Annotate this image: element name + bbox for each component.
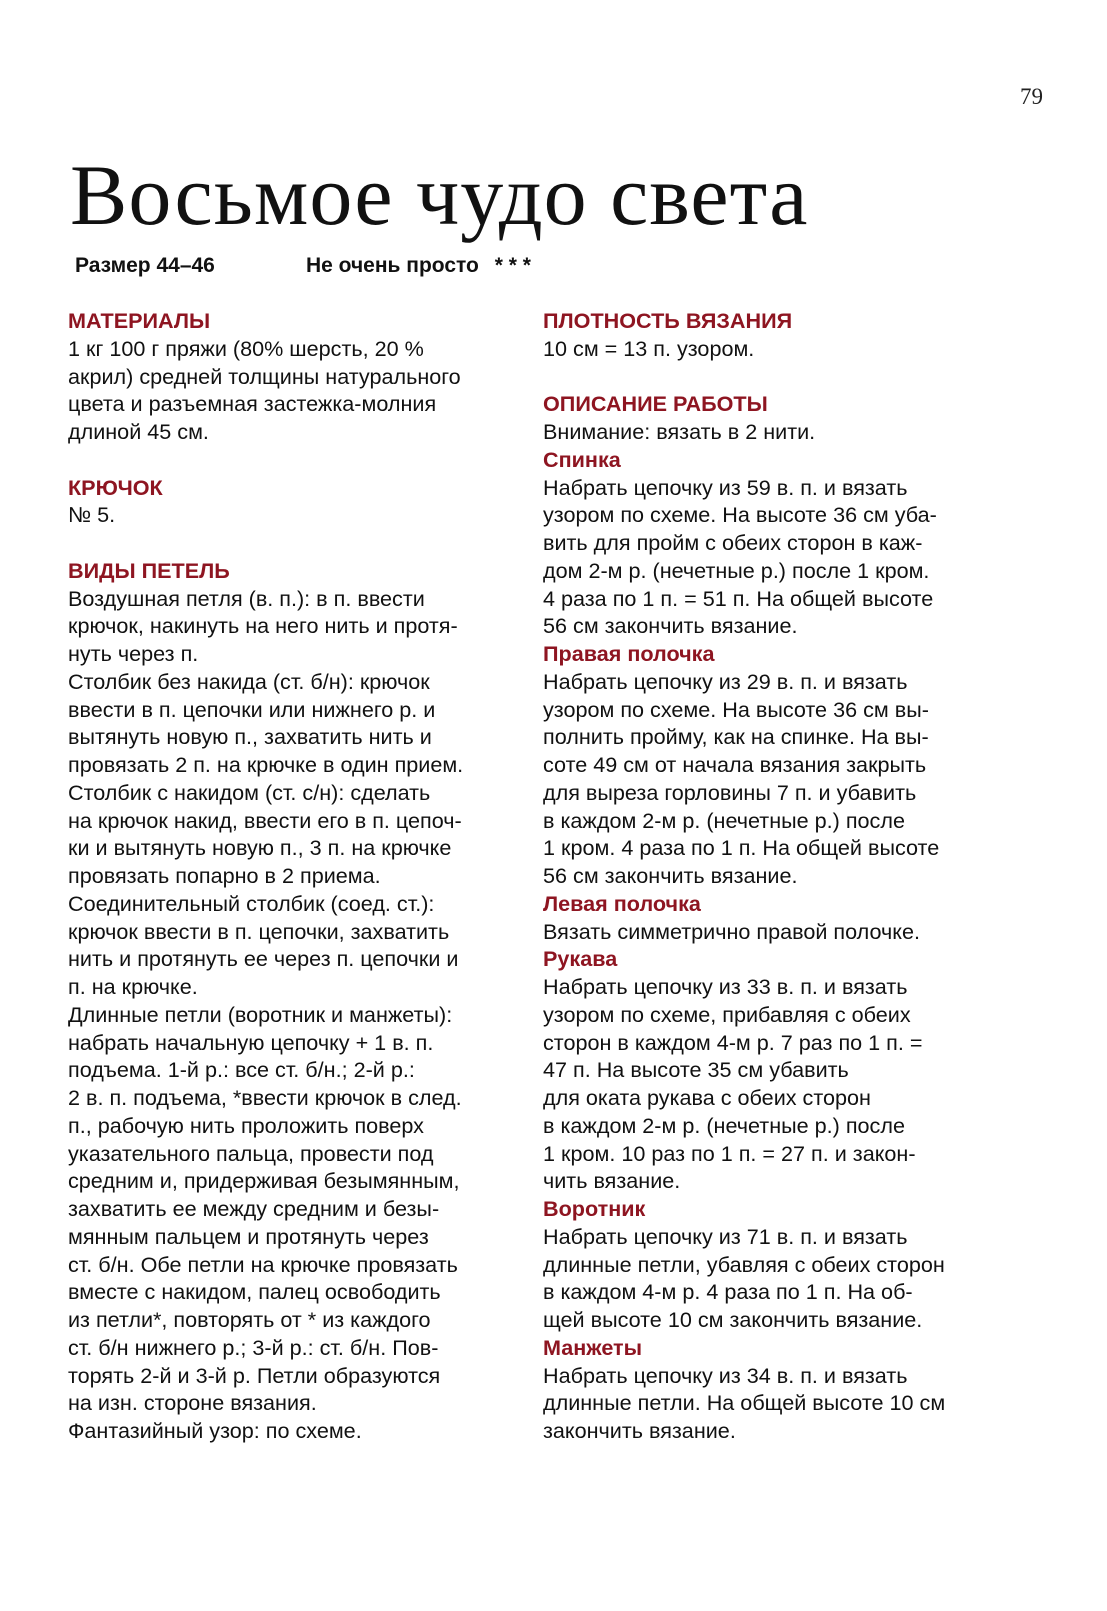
difficulty xyxy=(306,252,531,280)
spacer xyxy=(68,446,463,474)
text-line: Набрать цепочку из 59 в. п. и вязать xyxy=(543,474,908,500)
text-line: акрил) средней толщины натурального xyxy=(68,363,461,389)
text-line: Набрать цепочку из 33 в. п. и вязать xyxy=(543,974,908,999)
left-column xyxy=(68,307,463,1445)
text-line: сторон в каждом 4-м р. 7 раз по 1 п. = xyxy=(543,1029,923,1055)
text-line: на изн. стороне вязания. xyxy=(68,1390,317,1416)
text-line: Столбик с накидом (ст. с/н): сделать xyxy=(68,779,431,805)
text-line: набрать начальную цепочку + 1 в. п. xyxy=(68,1029,434,1055)
text-line: 56 см закончить вязание. xyxy=(543,863,798,888)
text-line: нить и протянуть ее через п. цепочки и xyxy=(68,946,459,972)
text-line: щей высоте 10 см закончить вязание. xyxy=(543,1307,923,1332)
section-heading: Правая полочка xyxy=(543,641,715,666)
section-heading: КРЮЧОК xyxy=(68,474,163,500)
difficulty-label: Не очень просто xyxy=(306,254,479,277)
text-line: 4 раза по 1 п. = 51 п. На общей высоте xyxy=(543,585,934,611)
text-line: в каждом 4-м р. 4 раза по 1 п. На об- xyxy=(543,1279,913,1305)
text-line: цвета и разъемная застежка-молния xyxy=(68,391,437,417)
text-line: в каждом 2-м р. (нечетные р.) после xyxy=(543,1112,905,1138)
text-line: для оката рукава с обеих сторон xyxy=(543,1085,871,1110)
text-line: 1 кром. 10 раз по 1 п. = 27 п. и закон- xyxy=(543,1140,916,1166)
text-line: Соединительный столбик (соед. ст.): xyxy=(68,890,435,916)
text-line: Набрать цепочку из 29 в. п. и вязать xyxy=(543,668,908,694)
text-line: № 5. xyxy=(68,502,116,528)
section-heading: Воротник xyxy=(543,1196,646,1221)
section-heading: Манжеты xyxy=(543,1334,643,1360)
text-line: соте 49 см от начала вязания закрыть xyxy=(543,752,927,777)
text-line: торять 2-й и 3-й р. Петли образуются xyxy=(68,1362,441,1388)
text-line: для выреза горловины 7 п. и убавить xyxy=(543,779,917,805)
text-line: узором по схеме, прибавляя с обеих xyxy=(543,1001,911,1027)
text-line: длинные петли, убавляя с обеих сторон xyxy=(543,1251,945,1277)
text-line: узором по схеме. На высоте 36 см вы- xyxy=(543,696,929,722)
section-heading: МАТЕРИАЛЫ xyxy=(68,308,211,333)
text-line: 10 см = 13 п. узором. xyxy=(543,335,755,361)
text-line: Длинные петли (воротник и манжеты): xyxy=(68,1001,453,1027)
text-line: в каждом 2-м р. (нечетные р.) после xyxy=(543,807,905,833)
text-line: узором по схеме. На высоте 36 см уба- xyxy=(543,502,937,528)
text-line: Столбик без накида (ст. б/н): крючок xyxy=(68,668,430,694)
text-line: 1 кром. 4 раза по 1 п. На общей высоте xyxy=(543,835,940,861)
text-line: вить для пройм с обеих сторон в каж- xyxy=(543,530,923,555)
section-heading: Спинка xyxy=(543,446,621,472)
text-line: вытянуть новую п., захватить нить и xyxy=(68,724,432,750)
text-line: ввести в п. цепочки или нижнего р. и xyxy=(68,696,436,722)
text-line: п. на крючке. xyxy=(68,974,198,999)
text-line: ст. б/н нижнего р.; 3-й р.: ст. б/н. Пов- xyxy=(68,1334,439,1360)
text-line: нуть через п. xyxy=(68,641,199,666)
spacer xyxy=(543,363,945,391)
page-number: 79 xyxy=(1020,84,1043,109)
size-label: Размер 44–46 xyxy=(75,254,215,277)
section-heading: ОПИСАНИЕ РАБОТЫ xyxy=(543,391,768,417)
text-line: провязать 2 п. на крючке в один прием. xyxy=(68,752,464,777)
section-heading: ВИДЫ ПЕТЕЛЬ xyxy=(68,557,230,583)
text-line: 2 в. п. подъема, *ввести крючок в след. xyxy=(68,1085,462,1110)
text-line: ст. б/н. Обе петли на крючке провязать xyxy=(68,1251,458,1277)
text-line: полнить пройму, как на спинке. На вы- xyxy=(543,724,929,750)
text-line: длинные петли. На общей высоте 10 см xyxy=(543,1390,946,1416)
text-line: чить вязание. xyxy=(543,1168,681,1194)
spacer xyxy=(68,529,463,557)
difficulty-stars: * * * xyxy=(494,254,531,277)
text-line: захватить ее между средним и безы- xyxy=(68,1196,440,1221)
text-line: из петли*, повторять от * из каждого xyxy=(68,1307,431,1332)
text-line: Воздушная петля (в. п.): в п. ввести xyxy=(68,585,425,611)
text-line: Внимание: вязать в 2 нити. xyxy=(543,419,816,444)
text-line: средним и, придерживая безымянным, xyxy=(68,1168,460,1194)
text-line: Набрать цепочку из 71 в. п. и вязать xyxy=(543,1223,908,1249)
page-title: Восьмое чудо света xyxy=(70,147,809,243)
text-line: длиной 45 см. xyxy=(68,419,209,444)
text-line: провязать попарно в 2 приема. xyxy=(68,863,381,888)
section-heading: Левая полочка xyxy=(543,890,701,916)
text-line: 56 см закончить вязание. xyxy=(543,613,798,639)
text-line: 1 кг 100 г пряжи (80% шерсть, 20 % xyxy=(68,335,424,361)
text-line: на крючок накид, ввести его в п. цепоч- xyxy=(68,807,462,833)
text-line: мянным пальцем и протянуть через xyxy=(68,1223,429,1249)
text-line: закончить вязание. xyxy=(543,1418,736,1443)
section-heading: Рукава xyxy=(543,946,618,972)
text-line: подъема. 1-й р.: все ст. б/н.; 2-й р.: xyxy=(68,1057,415,1083)
text-line: ки и вытянуть новую п., 3 п. на крючке xyxy=(68,835,452,861)
section-heading: ПЛОТНОСТЬ ВЯЗАНИЯ xyxy=(543,308,793,333)
text-line: дом 2-м р. (нечетные р.) после 1 кром. xyxy=(543,557,930,583)
text-line: крючок ввести в п. цепочки, захватить xyxy=(68,918,450,944)
text-line: вместе с накидом, палец освободить xyxy=(68,1279,441,1305)
text-line: 47 п. На высоте 35 см убавить xyxy=(543,1057,849,1083)
text-line: Набрать цепочку из 34 в. п. и вязать xyxy=(543,1362,908,1388)
text-line: Вязать симметрично правой полочке. xyxy=(543,918,920,944)
right-column xyxy=(543,307,945,1445)
text-line: крючок, накинуть на него нить и протя- xyxy=(68,613,458,639)
text-line: Фантазийный узор: по схеме. xyxy=(68,1418,362,1443)
text-line: п., рабочую нить проложить поверх xyxy=(68,1112,424,1138)
text-line: указательного пальца, провести под xyxy=(68,1140,434,1166)
